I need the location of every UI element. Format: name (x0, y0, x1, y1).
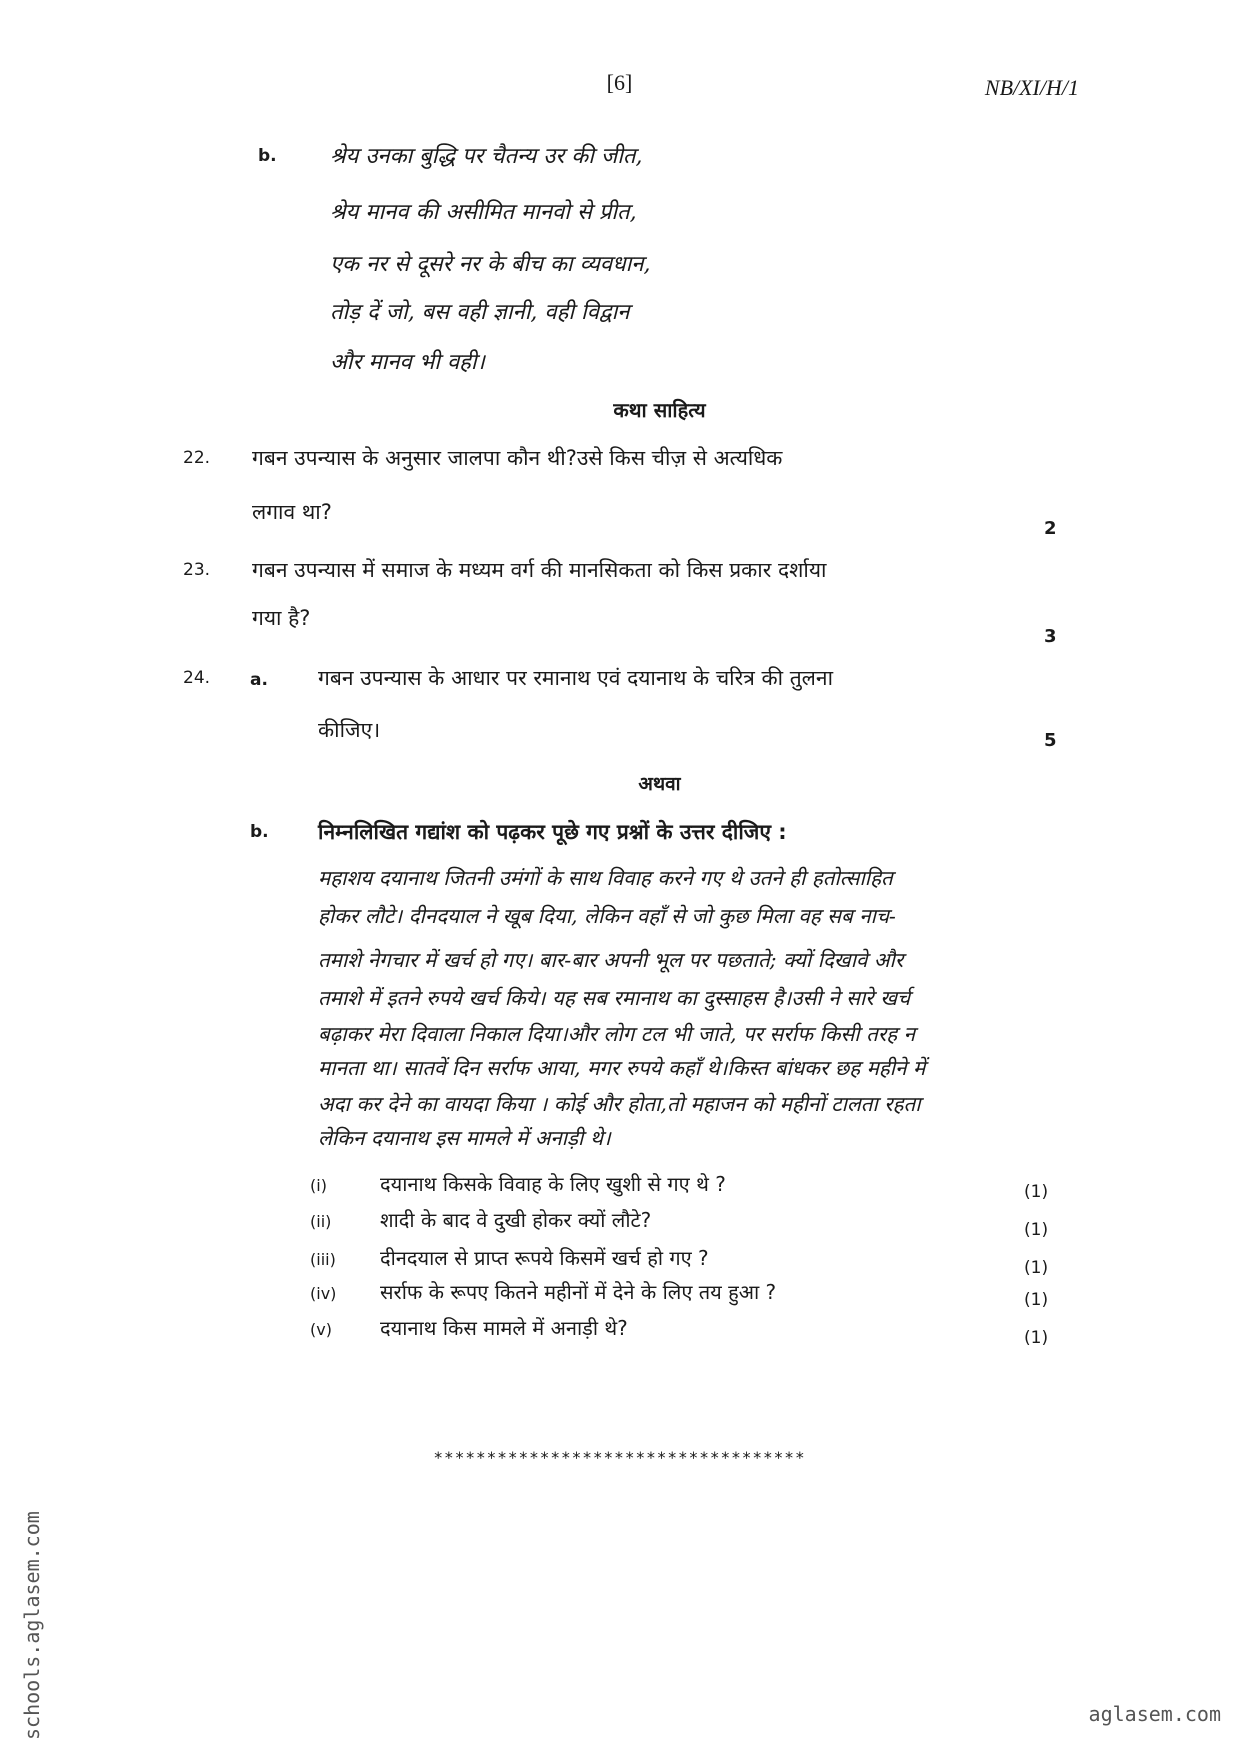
passage-line: होकर लौटे। दीनदयाल ने खूब दिया, लेकिन वहाँ से जो कुछ मिला वह सब नाच- (318, 904, 896, 928)
question-marks: 5 (1044, 730, 1057, 751)
sub-question-marks: (1) (1024, 1182, 1049, 1202)
sub-question-marks: (1) (1024, 1258, 1049, 1278)
watermark-left: schools.aglasem.com (20, 1511, 44, 1740)
passage-line: लेकिन दयानाथ इस मामले में अनाड़ी थे। (318, 1126, 611, 1150)
sub-question-marks: (1) (1024, 1290, 1049, 1310)
passage-line: महाशय दयानाथ जितनी उमंगों के साथ विवाह करने गए थे उतने ही हतोत्साहित (318, 866, 893, 890)
part-label: b. (250, 822, 269, 842)
question-marks: 2 (1044, 518, 1057, 539)
section-heading: कथा साहित्य (613, 398, 706, 422)
poem-line: श्रेय मानव की असीमित मानवो से प्रीत, (330, 200, 637, 225)
poem-part-label: b. (258, 146, 277, 166)
sub-question-text: शादी के बाद वे दुखी होकर क्यों लौटे? (380, 1208, 652, 1232)
sub-question-text: दयानाथ किस मामले में अनाड़ी थे? (380, 1316, 628, 1340)
sub-question-text: सर्राफ के रूपए कितने महीनों में देने के लिए तय हुआ ? (380, 1280, 777, 1304)
passage-instruction: निम्नलिखित गद्यांश को पढ़कर पूछे गए प्रश्नों के उत्तर दीजिए : (318, 820, 787, 844)
question-marks: 3 (1044, 626, 1057, 647)
sub-question-number: (i) (310, 1176, 327, 1195)
question-text: कीजिए। (318, 718, 381, 742)
poem-line: एक नर से दूसरे नर के बीच का व्यवधान, (330, 252, 651, 277)
passage-line: अदा कर देने का वायदा किया । कोई और होता,तो महाजन को महीनों टालता रहता (318, 1092, 921, 1116)
passage-line: तमाशे में इतने रुपये खर्च किये। यह सब रमानाथ का दुस्साहस है।उसी ने सारे खर्च (318, 986, 910, 1010)
sub-question-number: (ii) (310, 1212, 332, 1231)
poem-line: और मानव भी वही। (330, 350, 485, 375)
question-text: गया है? (252, 606, 311, 630)
question-number: 24. (183, 668, 211, 688)
part-label: a. (250, 670, 268, 690)
page-number: [6] (606, 70, 633, 95)
sub-question-number: (iv) (310, 1284, 337, 1303)
question-text: गबन उपन्यास में समाज के मध्यम वर्ग की मानसिकता को किस प्रकार दर्शाया (252, 558, 827, 582)
poem-line: श्रेय उनका बुद्धि पर चैतन्य उर की जीत, (330, 144, 643, 169)
passage-line: तमाशे नेगचार में खर्च हो गए। बार-बार अपनी भूल पर पछताते; क्यों दिखावे और (318, 948, 904, 972)
paper-code: NB/XI/H/1 (984, 75, 1079, 100)
watermark-right: aglasem.com (1088, 1702, 1221, 1726)
sub-question-marks: (1) (1024, 1328, 1049, 1348)
question-number: 22. (183, 448, 211, 468)
question-text: गबन उपन्यास के अनुसार जालपा कौन थी?उसे किस चीज़ से अत्यधिक (252, 446, 783, 470)
sub-question-text: दयानाथ किसके विवाह के लिए खुशी से गए थे ? (380, 1172, 726, 1196)
sub-question-text: दीनदयाल से प्राप्त रूपये किसमें खर्च हो गए ? (380, 1246, 709, 1270)
passage-line: बढ़ाकर मेरा दिवाला निकाल दिया।और लोग टल भी जाते, पर सर्राफ किसी तरह न (318, 1022, 915, 1046)
sub-question-marks: (1) (1024, 1220, 1049, 1240)
passage-line: मानता था। सातवें दिन सर्राफ आया, मगर रुपये कहाँ थे।किस्त बांधकर छह महीने में (318, 1056, 926, 1080)
or-heading: अथवा (638, 773, 681, 795)
question-number: 23. (183, 560, 211, 580)
question-text: लगाव था? (252, 500, 332, 524)
poem-line: तोड़ दें जो, बस वही ज्ञानी, वही विद्वान (330, 300, 630, 325)
sub-question-number: (iii) (310, 1250, 336, 1269)
sub-question-number: (v) (310, 1320, 332, 1339)
end-of-paper-marker: *********************************** (433, 1448, 806, 1467)
question-text: गबन उपन्यास के आधार पर रमानाथ एवं दयानाथ के चरित्र की तुलना (318, 666, 834, 690)
